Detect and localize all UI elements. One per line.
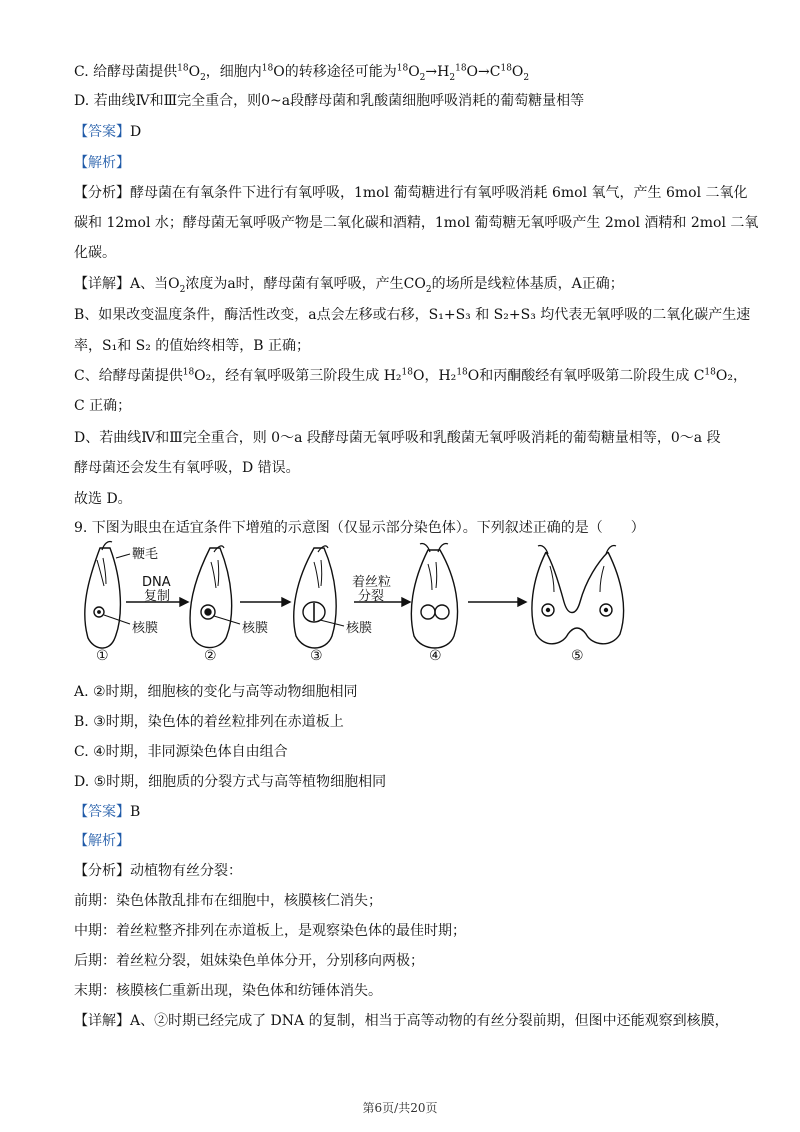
q8-xiangjie-d-1: D、若曲线Ⅳ和Ⅲ完全重合，则 0～a 段酵母菌无氧呼吸和乳酸菌无氧呼吸消耗的葡萄糖量相等，0～a 段 [74, 430, 721, 446]
q9-answer [74, 802, 734, 822]
euglena-division-figure [68, 540, 648, 665]
answer-value: D [130, 124, 142, 140]
stage-number-4: ④ [429, 648, 442, 664]
answer-value: B [130, 804, 141, 820]
stage-number-5: ⑤ [571, 648, 584, 664]
q9-option-b: B. ③时期，染色体的着丝粒排列在赤道板上 [74, 714, 344, 730]
q8-xiangjie-c-2: C 正确； [74, 398, 132, 414]
label-nucleus-3: 核膜 [346, 621, 373, 636]
cell-stage-4 [411, 543, 457, 648]
q9-phase-telophase: 末期：核膜核仁重新出现，染色体和纺锤体消失。 [74, 983, 382, 999]
label-nucleus-2: 核膜 [242, 621, 269, 636]
fenxi-tag: 【分析】 [74, 185, 130, 201]
q8-option-c: C. 给酵母菌提供$^{18}O_2$，细胞内$^{18}$O的转移途径可能为$^{18}O_2\to H_2^{18}O\to C^{18}O_2$ [74, 63, 530, 83]
q9-option-a: A. ②时期，细胞核的变化与高等动物细胞相同 [74, 684, 358, 700]
q9-phase-anaphase: 后期：着丝粒分裂，姐妹染色单体分开，分别移向两极； [74, 953, 424, 969]
q8-conclusion: 故选 D。 [74, 491, 132, 507]
stage-number-2: ② [204, 648, 217, 664]
q8-fenxi-line-1: 【分析】酵母菌在有氧条件下进行有氧呼吸，1mol 葡萄糖进行有氧呼吸消耗 6mol 氧气，产生 6mol 二氧化 [74, 185, 748, 201]
q9-stem: 9. 下图为眼虫在适宜条件下增殖的示意图（仅显示部分染色体）。下列叙述正确的是（ ） [74, 520, 645, 536]
stage-number-1: ① [96, 648, 109, 664]
page-footer: 第6页/共20页 [362, 1101, 438, 1115]
q9-option-c: C. ④时期，非同源染色体自由组合 [74, 744, 288, 760]
q8-fenxi-line-2: 碳和 12mol 水；酵母菌无氧呼吸产物是二氧化碳和酒精，1mol 葡萄糖无氧呼吸产生 2mol 酒精和 2mol 二氧 [74, 215, 759, 231]
cell-stage-1 [85, 541, 130, 648]
label-split: 分裂 [358, 589, 385, 604]
label-centromere: 着丝粒 [352, 575, 392, 590]
label-nucleus-1: 核膜 [132, 621, 159, 636]
cell-stage-2 [190, 546, 240, 648]
label-replication: 复制 [144, 589, 171, 604]
label-flagellum: 鞭毛 [132, 547, 159, 562]
cell-stage-3 [294, 546, 344, 648]
q8-option-d: D. 若曲线Ⅳ和Ⅲ完全重合，则0~a段酵母菌和乳酸菌细胞呼吸消耗的葡萄糖量相等 [74, 93, 585, 109]
q8-xiangjie-b-1: B、如果改变温度条件，酶活性改变，a点会左移或右移，S₁+S₃ 和 S₂+S₃ 均代表无氧呼吸的二氧化碳产生速 [74, 307, 751, 323]
stage-number-3: ③ [310, 648, 323, 664]
xiangjie-tag: 【详解】 [74, 1013, 130, 1029]
fenxi-tag: 【分析】 [74, 863, 130, 879]
q9-option-d: D. ⑤时期，细胞质的分裂方式与高等植物细胞相同 [74, 774, 387, 790]
q9-fenxi: 【分析】动植物有丝分裂： [74, 863, 242, 879]
answer-tag: 【答案】 [74, 804, 130, 820]
q9-phase-prophase: 前期：染色体散乱排布在细胞中，核膜核仁消失； [74, 893, 382, 909]
cell-stage-5 [532, 545, 624, 643]
q8-analysis-tag: 【解析】 [74, 155, 130, 171]
q9-phase-metaphase: 中期：着丝粒整齐排列在赤道板上，是观察染色体的最佳时期； [74, 923, 466, 939]
q8-xiangjie-a: 【详解】A、当$O_2$浓度为a时，酵母菌有氧呼吸，产生$CO_2$的场所是线粒体基质，A正确； [74, 276, 624, 295]
q8-fenxi-line-3: 化碳。 [74, 245, 116, 261]
q8-xiangjie-d-2: 酵母菌还会发生有氧呼吸，D 错误。 [74, 460, 300, 476]
q8-xiangjie-b-2: 率，S₁和 S₂ 的值始终相等，B 正确； [74, 338, 311, 354]
q9-analysis-tag: 【解析】 [74, 833, 130, 849]
xiangjie-tag: 【详解】 [74, 276, 130, 292]
q9-xiangjie: 【详解】A、②时期已经完成了 DNA 的复制，相当于高等动物的有丝分裂前期，但图中还能观察到核膜， [74, 1013, 729, 1029]
label-dna: DNA [142, 575, 171, 590]
answer-tag: 【答案】 [74, 124, 130, 140]
q8-xiangjie-c-1: C、给酵母菌提供$^{18}$O₂，经有氧呼吸第三阶段生成 H₂$^{18}$O，H₂$^{18}$O和丙酮酸经有氧呼吸第二阶段生成 $C^{18}O_2$， [74, 367, 747, 384]
q8-answer [74, 122, 734, 142]
